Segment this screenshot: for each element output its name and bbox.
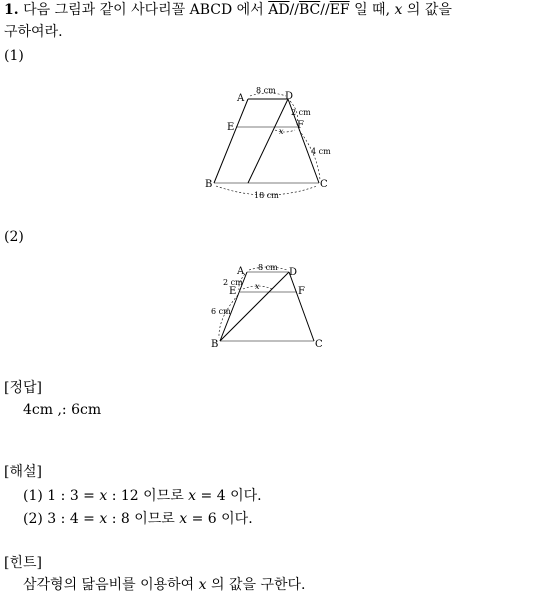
variable-x: x [394,2,403,18]
explanation-2-expr-c: = 6 이다. [187,511,253,527]
question-text-before: 다음 그림과 같이 사다리꼴 ABCD 에서 [23,2,264,18]
fig2-length-ae: 2 cm [223,278,243,287]
fig2-label-a: A [237,266,245,277]
explanation-2-expr-a: 3 : 4 = [47,511,100,527]
hint-text-a: 삼각형의 닮음비를 이용하여 [23,577,195,593]
fig1-label-c: C [320,179,328,190]
segment-ad: $\overline{AD}$ [268,2,290,18]
variable-x: x [99,511,108,527]
fig2-length-top: 8 cm [258,263,278,272]
fig2-label-d: D [289,267,298,278]
hint-text [23,577,306,595]
parallel-symbol: // [320,2,330,18]
fig2-label-c: C [315,339,323,350]
variable-x: x [188,488,197,504]
fig1-label-f: F [297,120,304,131]
fig2-length-x: x [255,282,260,291]
explanation-1-number: (1) [23,488,43,504]
explanation-1-expr-a: 1 : 3 = [47,488,100,504]
fig1-label-a: A [237,93,245,104]
variable-x: x [99,488,108,504]
explanation-line-2 [23,511,253,529]
part-1-label: (1) [4,48,24,64]
explanation-line-1 [23,488,262,506]
question-text-end: 의 값을 [406,2,452,18]
variable-x: x [179,511,188,527]
parallel-symbol: // [289,2,299,18]
question-line-2: 구하여라. [4,24,63,40]
question-number: 1. [4,2,19,18]
explanation-1-expr-c: = 4 이다. [196,488,262,504]
answer-text: 4cm ,: 6cm [23,402,102,418]
answer-header: [정답] [4,380,42,396]
fig2-length-eb: 6 cm [211,307,231,316]
hint-header: [힌트] [4,555,42,571]
variable-x: x [198,577,207,593]
fig2-label-b: B [211,339,219,350]
segment-bc: $\overline{BC}$ [298,2,321,18]
explanation-header: [해설] [4,464,42,480]
explanation-2-expr-b: : 8 이므로 [107,511,180,527]
segment-ef: $\overline{EF}$ [329,2,350,18]
fig1-length-fc: 4 cm [311,147,331,156]
fig2-label-f: F [298,286,305,297]
hint-text-b: 의 값을 구한다. [211,577,306,593]
fig2-label-e: E [229,286,237,297]
fig2-side-dc [289,272,314,341]
explanation-2-number: (2) [23,511,43,527]
explanation-1-expr-b: : 12 이므로 [107,488,189,504]
fig1-label-e: E [227,122,235,133]
part-2-label: (2) [4,229,24,245]
question-text-after: 일 때, [354,2,391,18]
fig1-length-df: 2 cm [291,108,311,117]
fig1-length-top: 8 cm [256,86,276,95]
fig1-length-x: x [279,127,284,136]
fig1-length-bottom: 18 cm [254,191,279,200]
fig1-label-b: B [205,179,213,190]
fig1-label-d: D [285,91,294,102]
